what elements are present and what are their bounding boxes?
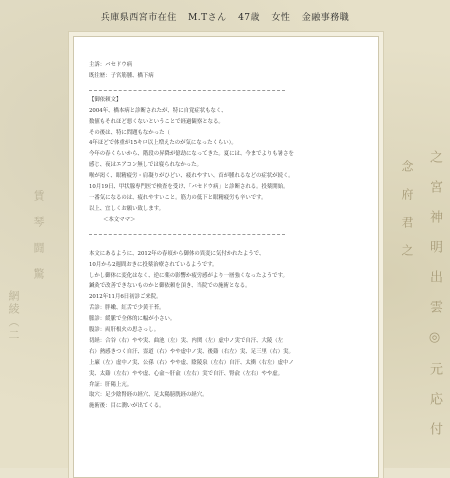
finding-line: 施術後：目に潤いが出てくる。: [89, 403, 165, 410]
request-closing: ＜本文ママ＞: [103, 216, 136, 223]
request-line: 2004年、橋本病と診断されたが、特に自覚症状もなく、: [89, 107, 227, 114]
request-line: 10月19日、甲状腺専門医で検査を受け、「バセドウ病」と診断される。投薬開始。: [89, 184, 289, 191]
finding-line: 実、太谿（左右）やや虚、心兪～肝兪（左右）実で自汗、腎兪（左右）やや虚。: [89, 370, 284, 377]
finding-line: 腹診：両肝根火の思さっし。: [89, 327, 160, 334]
request-line: その後は、特に問題もなかった（: [89, 129, 170, 136]
finding-line: 弁証：肝陽上亢。: [89, 381, 133, 388]
background-calligraphy-right: 之 宮 神 明 出 雲 ◎ 元 応 付: [427, 150, 442, 437]
divider: [89, 226, 285, 235]
request-line: 今年の春くらいから、階段の昇降が億劫になってきた。夏には、今までよりも暑さを: [89, 151, 294, 158]
request-line: 以上、宜しくお願い致します。: [89, 205, 165, 212]
finding-line: 右）熱感きつく自汗、霊道（右）やや虚中ノ実、後谿（右左）実、足三里（右）実。: [89, 348, 294, 355]
request-line: 感じ、夜はエアコン無しでは寝られなかった。: [89, 162, 202, 169]
background-calligraphy-right-inner: 念 府 君 之: [400, 160, 414, 258]
notes-line: 本文にあるように、2012年の春頃から御体の異変に気付かれたようで、: [89, 250, 265, 257]
request-title: 【御依頼文】: [89, 96, 122, 103]
finding-line: 切経：合谷（右）やや実、曲池（左）実、内関（左）虚中ノ実で自汗、大陵（左: [89, 337, 284, 344]
finding-line: 舌診：胖嫩、紅舌で少黄干苔。: [89, 305, 165, 312]
finding-line: 脈診：緩脈で全体的に幅が小さい。: [89, 316, 176, 323]
patient-age: 47歳: [238, 13, 261, 23]
medical-history: 既往歴：子宮筋腫、橋下病: [89, 72, 154, 79]
divider: [89, 82, 285, 91]
patient-location: 兵庫県西宮市在住: [100, 13, 177, 23]
notes-line: 10月から2週間おきに投薬治療されているようです。: [89, 261, 218, 268]
request-line: 数値もそれほど悪くないということで経過観察となる。: [89, 118, 224, 125]
background-calligraphy-left-lower: 網綾（二: [7, 290, 20, 342]
notes-line: しかし御体に変化はなく、逆に薬の影響か疲労感がより一層強くなったようです。: [89, 272, 288, 279]
patient-header: [0, 10, 450, 23]
request-line: 4年ほどで体重が15キロ以上増えたのが気になったくらい）。: [89, 140, 237, 147]
request-line: 喉が渇く、眼精疲労・肩凝りがひどい、疲れやすい、首が腫れるなどの症状が続く。: [89, 173, 294, 180]
case-document: [73, 36, 379, 478]
exam-date: 2012年11月6日初診ご来院。: [89, 294, 162, 301]
background-calligraphy-left: 賃 琴 闘 驚: [32, 190, 45, 281]
notes-line: 鍼灸で改善できないものかと御依頼を頂き、当院での施術となる。: [89, 283, 251, 290]
patient-name: M.Tさん: [188, 13, 227, 23]
finding-line: 上廉（左）虚中ノ実、公孫（右）やや虚、陰陵泉（左右）自汗、太衝（右左）虚中ノ: [89, 359, 294, 366]
chief-complaint: 主訴：バセドウ病: [89, 62, 133, 68]
patient-occupation: 金融事務職: [301, 13, 350, 23]
request-line: 一番気になるのは、疲れやすいこと。筋力の低下と眼精疲労も辛いです。: [89, 194, 267, 201]
patient-gender: 女性: [271, 13, 291, 23]
finding-line: 取穴：足少陰腎経の経穴、足太陽膀胱経の経穴。: [89, 392, 208, 399]
